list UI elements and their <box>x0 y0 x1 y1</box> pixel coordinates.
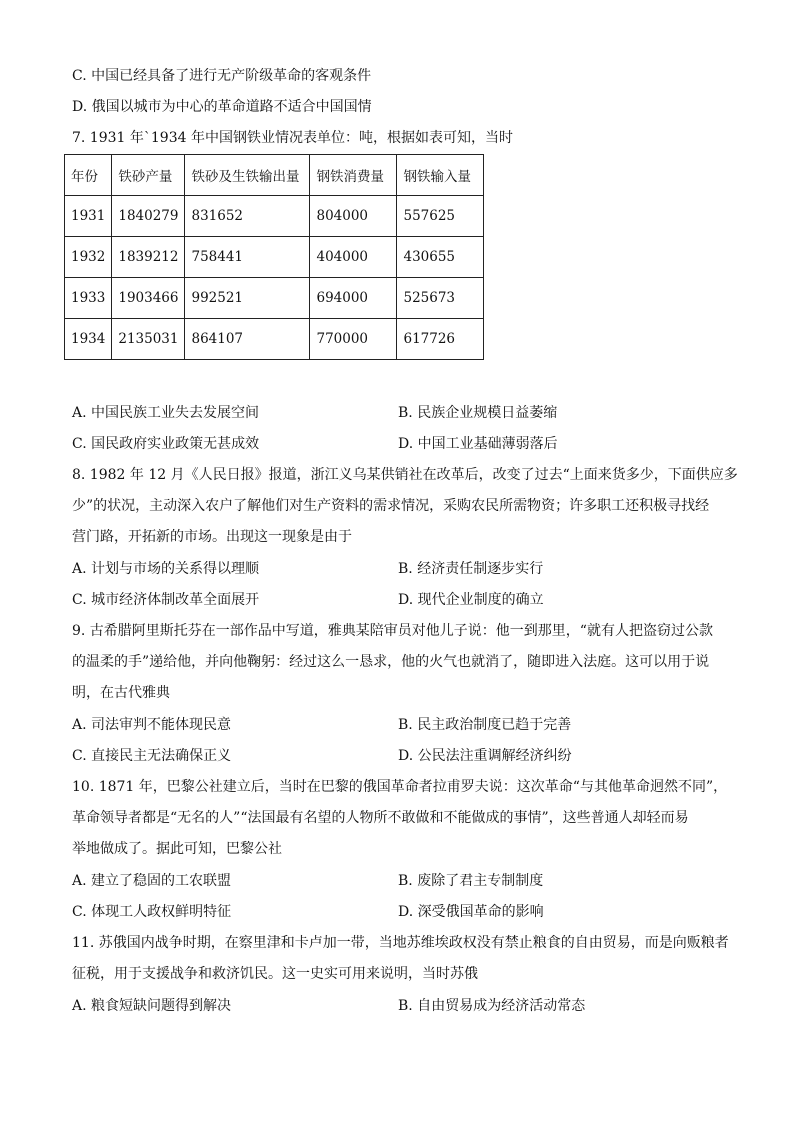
q10-option-a: A. 建立了稳固的工农联盟 <box>72 873 232 889</box>
q10-stem-line: 革命领导者都是“无名的人”“法国最有名望的人物所不敢做和不能做成的事情”，这些普通人却轻而易 <box>72 810 689 826</box>
q10-option-b: B. 废除了君主专制制度 <box>398 873 544 889</box>
table-cell: 1903466 <box>112 278 185 319</box>
q11-option-a: A. 粮食短缺问题得到解决 <box>72 998 232 1014</box>
q9-stem-line: 明，在古代雅典 <box>72 685 170 701</box>
table-header-cell: 钢铁输入量 <box>397 155 484 196</box>
q11-option-b: B. 自由贸易成为经济活动常态 <box>398 998 586 1014</box>
q10-option-c: C. 体现工人政权鲜明特征 <box>72 904 232 920</box>
q11-stem-line: 征税，用于支援战争和救济饥民。这一史实可用来说明，当时苏俄 <box>72 966 478 982</box>
q8-stem-line: 8. 1982 年 12 月《人民日报》报道，浙江义乌某供销社在改革后，改变了过去“上面来货多少，下面供应多 <box>72 467 738 483</box>
table-header-cell: 铁砂产量 <box>112 155 185 196</box>
q9-option-b: B. 民主政治制度已趋于完善 <box>398 717 572 733</box>
q8-stem <box>72 460 738 553</box>
table-row <box>65 237 484 278</box>
table-cell: 1931 <box>65 196 112 237</box>
table-header-cell: 年份 <box>65 155 112 196</box>
table-cell: 804000 <box>310 196 397 237</box>
q7-option-c: C. 国民政府实业政策无甚成效 <box>72 436 260 452</box>
q9-option-a: A. 司法审判不能体现民意 <box>72 717 232 733</box>
q7-option-d: D. 中国工业基础薄弱落后 <box>398 436 558 452</box>
table-header-cell: 铁砂及生铁输出量 <box>185 155 310 196</box>
q9-option-c: C. 直接民主无法确保正义 <box>72 748 232 764</box>
q7-option-b: B. 民族企业规模日益萎缩 <box>398 405 558 421</box>
table-header-row <box>65 155 484 196</box>
q10-stem-line: 10. 1871 年，巴黎公社建立后，当时在巴黎的俄国革命者拉甫罗夫说：这次革命“与其他革命迥然不同”， <box>72 779 728 795</box>
q8-option-d: D. 现代企业制度的确立 <box>398 592 544 608</box>
q8-option-a: A. 计划与市场的关系得以理顺 <box>72 561 260 577</box>
table-row <box>65 319 484 360</box>
table-cell: 404000 <box>310 237 397 278</box>
table-row <box>65 196 484 237</box>
q6-option-d: D. 俄国以城市为中心的革命道路不适合中国国情 <box>72 99 372 115</box>
table-cell: 992521 <box>185 278 310 319</box>
table-cell: 770000 <box>310 319 397 360</box>
q7-option-a: A. 中国民族工业失去发展空间 <box>72 405 260 421</box>
table-cell: 617726 <box>397 319 484 360</box>
table-cell: 758441 <box>185 237 310 278</box>
table-cell: 1839212 <box>112 237 185 278</box>
table-header-cell: 钢铁消费量 <box>310 155 397 196</box>
steel-industry-table <box>64 154 484 360</box>
table-cell: 557625 <box>397 196 484 237</box>
q8-stem-line: 少”的状况，主动深入农户了解他们对生产资料的需求情况，采购农民所需物资；许多职工还积极寻找经 <box>72 498 710 514</box>
q6-option-c: C. 中国已经具备了进行无产阶级革命的客观条件 <box>72 68 372 84</box>
table-cell: 1933 <box>65 278 112 319</box>
q10-stem <box>72 772 728 865</box>
q11-stem-line: 11. 苏俄国内战争时期，在察里津和卡卢加一带，当地苏维埃政权没有禁止粮食的自由贸易，而是向贩粮者 <box>72 935 729 951</box>
table-row <box>65 278 484 319</box>
q11-stem <box>72 928 729 990</box>
q9-stem-line: 的温柔的手”递给他，并向他鞠躬：经过这么一恳求，他的火气也就消了，随即进入法庭。这可以用于说 <box>72 654 710 670</box>
q9-stem <box>72 616 724 709</box>
table-cell: 1840279 <box>112 196 185 237</box>
q7-stem: 7. 1931 年`1934 年中国钢铁业情况表单位：吨，根据如表可知，当时 <box>72 130 513 146</box>
table-cell: 430655 <box>397 237 484 278</box>
table-cell: 1932 <box>65 237 112 278</box>
q9-option-d: D. 公民法注重调解经济纠纷 <box>398 748 572 764</box>
table-cell: 525673 <box>397 278 484 319</box>
table-cell: 864107 <box>185 319 310 360</box>
q8-option-b: B. 经济责任制逐步实行 <box>398 561 544 577</box>
table-cell: 831652 <box>185 196 310 237</box>
q10-stem-line: 举地做成了。据此可知，巴黎公社 <box>72 841 282 857</box>
q8-option-c: C. 城市经济体制改革全面展开 <box>72 592 260 608</box>
q9-stem-line: 9. 古希腊阿里斯托芬在一部作品中写道，雅典某陪审员对他儿子说：他一到那里，“就有人把盗窃过公款 <box>72 623 713 639</box>
q8-stem-line: 营门路，开拓新的市场。出现这一现象是由于 <box>72 529 352 545</box>
table-cell: 2135031 <box>112 319 185 360</box>
q10-option-d: D. 深受俄国革命的影响 <box>398 904 544 920</box>
table-cell: 1934 <box>65 319 112 360</box>
table-cell: 694000 <box>310 278 397 319</box>
